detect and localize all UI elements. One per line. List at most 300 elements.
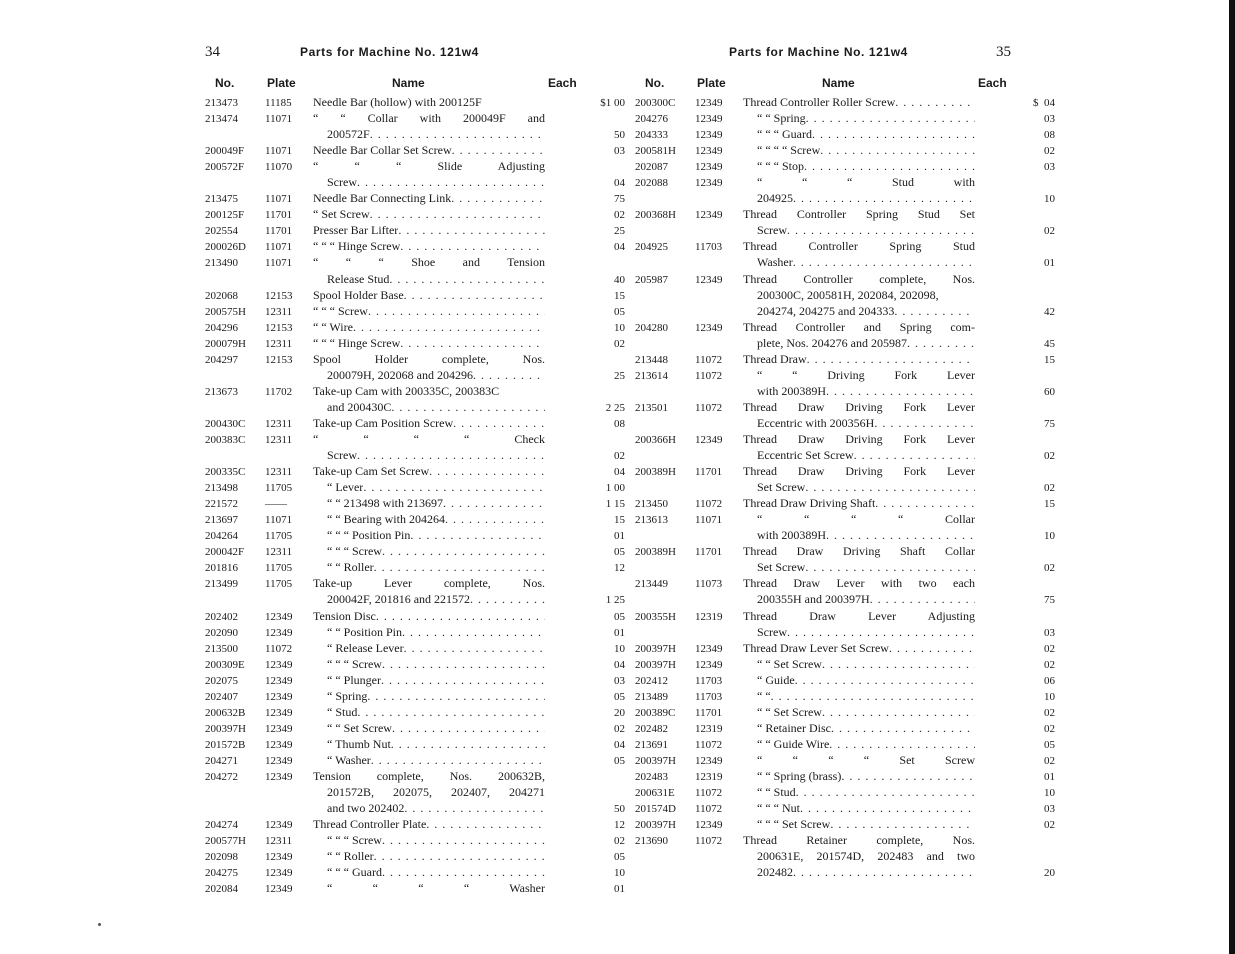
part-name xyxy=(313,288,545,303)
dot-leader xyxy=(805,480,975,495)
part-price: 20 xyxy=(614,706,625,719)
part-name xyxy=(313,689,545,704)
table-row xyxy=(635,496,1055,512)
part-price: 1 25 xyxy=(605,594,625,607)
part-price: 05 xyxy=(614,754,625,767)
dot-leader xyxy=(826,384,975,399)
part-name-text: “ “ “ “ Set Screw xyxy=(757,752,975,767)
part-name-text: and two 202402 xyxy=(327,801,405,816)
part-number: 213690 xyxy=(635,835,668,848)
part-number: 200300C xyxy=(635,97,676,109)
dot-leader xyxy=(391,400,545,415)
part-name xyxy=(313,416,545,431)
dot-leader xyxy=(822,657,975,672)
part-name-text: Spool Holder complete, Nos. xyxy=(313,351,545,366)
plate-number: 12349 xyxy=(695,113,723,126)
part-name-text: Set Screw xyxy=(757,560,806,575)
part-name xyxy=(743,865,975,880)
part-price: 25 xyxy=(614,225,625,238)
plate-number: 11071 xyxy=(265,257,293,270)
plate-number: 12349 xyxy=(265,883,293,896)
part-name xyxy=(313,432,545,447)
left-page xyxy=(205,0,625,954)
dot-leader xyxy=(398,223,545,238)
table-row xyxy=(635,175,1055,191)
plate-number: 12349 xyxy=(265,819,293,832)
part-name-text: Thread Controller Plate xyxy=(313,817,427,832)
col-header-no: No. xyxy=(645,76,665,90)
part-price: 02 xyxy=(1044,706,1055,719)
table-row xyxy=(205,272,625,288)
part-price: 01 xyxy=(1044,257,1055,270)
dot-leader xyxy=(895,95,975,110)
dot-leader xyxy=(771,689,975,704)
part-number: 200397H xyxy=(635,819,676,832)
part-name-text: “ “ Spring xyxy=(757,111,806,126)
table-row xyxy=(205,865,625,881)
part-name xyxy=(313,304,545,319)
part-price: 03 xyxy=(1044,161,1055,174)
part-number: 213489 xyxy=(635,690,668,703)
part-name xyxy=(313,801,545,816)
part-number: 213490 xyxy=(205,257,238,270)
part-name xyxy=(313,336,545,351)
part-number: 200368H xyxy=(635,209,676,222)
part-name-text: Thread Draw Driving Shaft xyxy=(743,496,876,511)
table-row xyxy=(635,480,1055,496)
dot-leader xyxy=(371,753,545,768)
table-row xyxy=(635,785,1055,801)
part-number: 213691 xyxy=(635,738,668,751)
dot-leader xyxy=(787,223,975,238)
table-row xyxy=(635,673,1055,689)
table-row xyxy=(205,175,625,191)
part-price: 15 xyxy=(1044,498,1055,511)
part-name-text: Needle Bar Collar Set Screw xyxy=(313,143,452,158)
part-number: 201572B xyxy=(205,738,246,751)
col-header-no: No. xyxy=(215,76,235,90)
part-price: 04 xyxy=(614,241,625,254)
dot-leader xyxy=(404,801,545,816)
part-number: 202084 xyxy=(205,883,238,896)
part-name xyxy=(743,175,975,190)
dot-leader xyxy=(889,641,975,656)
part-number: 213697 xyxy=(205,514,238,527)
part-name xyxy=(743,143,975,158)
part-name xyxy=(313,464,545,479)
table-row xyxy=(205,817,625,833)
column-headers xyxy=(635,76,1055,92)
part-name xyxy=(313,272,545,287)
part-name-text: Screw xyxy=(757,624,787,639)
part-name xyxy=(743,127,975,142)
part-name-text: 200355H and 200397H xyxy=(757,592,870,607)
part-name xyxy=(743,609,975,624)
col-header-plate: Plate xyxy=(697,76,726,90)
table-row xyxy=(205,416,625,432)
dot-leader xyxy=(841,769,975,784)
part-name-text: Thread Retainer complete, Nos. xyxy=(743,833,975,848)
part-number: 200366H xyxy=(635,433,676,446)
plate-number: 11072 xyxy=(265,642,293,655)
part-name-text: “ Spring xyxy=(327,688,368,703)
part-price: 02 xyxy=(1044,642,1055,655)
part-number: 200335C xyxy=(205,466,246,479)
table-row xyxy=(635,753,1055,769)
part-name-text: “ “ Set Screw xyxy=(327,720,392,735)
table-row xyxy=(205,833,625,849)
dot-leader xyxy=(404,641,545,656)
table-row xyxy=(205,737,625,753)
part-number: 213500 xyxy=(205,642,238,655)
part-price: 02 xyxy=(614,835,625,848)
table-row xyxy=(635,400,1055,416)
dot-leader xyxy=(807,352,975,367)
part-name-text: 204274, 204275 and 204333 xyxy=(757,303,895,318)
part-name-text: Thread Draw xyxy=(743,351,807,366)
dot-leader xyxy=(793,255,975,270)
part-name-text: 200042F, 201816 and 221572 xyxy=(327,592,471,607)
part-name-text: “ “ Stud xyxy=(757,785,796,800)
part-name-text: “ Set Screw xyxy=(313,207,370,222)
part-name xyxy=(743,833,975,848)
part-name xyxy=(313,95,545,110)
part-name xyxy=(313,496,545,511)
dot-leader xyxy=(368,304,545,319)
part-name-text: “ Guide xyxy=(757,672,795,687)
part-name xyxy=(313,223,545,238)
part-name xyxy=(313,207,545,222)
dot-leader xyxy=(453,416,545,431)
dot-leader xyxy=(874,416,975,431)
table-row xyxy=(635,127,1055,143)
table-row xyxy=(205,528,625,544)
table-row xyxy=(205,95,625,111)
scan-speck xyxy=(98,923,101,926)
dot-leader xyxy=(820,143,975,158)
part-name xyxy=(743,592,975,607)
table-row xyxy=(635,609,1055,625)
part-name xyxy=(743,641,975,656)
part-number: 202090 xyxy=(205,626,238,639)
plate-number: 11071 xyxy=(265,113,293,126)
part-name-text: “ “ “ “ Screw xyxy=(757,143,821,158)
dot-leader xyxy=(806,111,975,126)
part-number: 202087 xyxy=(635,161,668,174)
dot-leader xyxy=(796,785,975,800)
dot-leader xyxy=(402,625,545,640)
part-number: 213475 xyxy=(205,193,238,206)
table-row xyxy=(205,801,625,817)
table-row xyxy=(635,432,1055,448)
table-row xyxy=(635,769,1055,785)
part-name-text: “ “ “ Stud with xyxy=(757,175,975,190)
part-name-text: “ “ Spring (brass) xyxy=(757,768,842,783)
part-number: 204272 xyxy=(205,770,238,783)
part-name-text: “ “ “ “ Washer xyxy=(327,881,545,896)
dot-leader xyxy=(392,721,545,736)
dot-leader xyxy=(804,159,975,174)
part-name xyxy=(313,528,545,543)
part-name xyxy=(313,560,545,575)
dot-leader xyxy=(382,833,545,848)
table-row xyxy=(205,769,625,785)
part-name xyxy=(743,496,975,511)
plate-number: 11705 xyxy=(265,530,293,543)
part-name xyxy=(313,657,545,672)
part-name xyxy=(313,769,545,784)
part-price: 40 xyxy=(614,273,625,286)
table-row xyxy=(635,544,1055,560)
part-price: 01 xyxy=(614,883,625,896)
plate-number: 11072 xyxy=(695,369,723,382)
table-row xyxy=(205,576,625,592)
part-number: 200125F xyxy=(205,209,245,222)
part-price: 10 xyxy=(1044,530,1055,543)
part-name xyxy=(313,384,545,399)
part-name xyxy=(743,336,975,351)
part-price: 05 xyxy=(614,690,625,703)
part-number: 200581H xyxy=(635,145,676,158)
dot-leader xyxy=(443,496,545,511)
table-row xyxy=(635,288,1055,304)
part-name xyxy=(743,737,975,752)
table-row xyxy=(205,785,625,801)
part-number: 213501 xyxy=(635,401,668,414)
part-name-text: Thread Draw Driving Fork Lever xyxy=(743,464,975,479)
part-number: 200079H xyxy=(205,337,246,350)
plate-number: 12349 xyxy=(265,867,293,880)
plate-number: 12311 xyxy=(265,305,293,318)
part-price: 10 xyxy=(1044,787,1055,800)
table-row xyxy=(635,721,1055,737)
part-number: 204271 xyxy=(205,754,238,767)
table-row xyxy=(635,207,1055,223)
plate-number: 11705 xyxy=(265,562,293,575)
part-name xyxy=(313,641,545,656)
part-price: 10 xyxy=(614,867,625,880)
plate-number: 11072 xyxy=(695,498,723,511)
dot-leader xyxy=(812,127,975,142)
part-price: 10 xyxy=(614,321,625,334)
table-row xyxy=(635,865,1055,881)
part-number: 204275 xyxy=(205,867,238,880)
part-price: 1 00 xyxy=(605,482,625,495)
part-price: 03 xyxy=(1044,803,1055,816)
part-name-text: “ “ Wire xyxy=(313,319,353,334)
part-name-text: 200079H, 202068 and 204296 xyxy=(327,367,473,382)
table-row xyxy=(635,384,1055,400)
part-name xyxy=(313,849,545,864)
part-name-text: 201572B, 202075, 202407, 204271 xyxy=(327,785,545,800)
part-name-text: “ “ “ Hinge Screw xyxy=(313,239,401,254)
part-name-text: “ “ “ Nut xyxy=(757,801,800,816)
dot-leader xyxy=(391,737,545,752)
part-name xyxy=(313,881,545,896)
table-row xyxy=(205,641,625,657)
part-name xyxy=(743,223,975,238)
table-row xyxy=(635,560,1055,576)
part-name-text: Spool Holder Base xyxy=(313,287,404,302)
plate-number: 11070 xyxy=(265,161,293,174)
dot-leader xyxy=(389,272,545,287)
part-name xyxy=(313,255,545,270)
dot-leader xyxy=(787,625,975,640)
part-number: 200355H xyxy=(635,610,676,623)
part-name xyxy=(313,175,545,190)
part-number: 200397H xyxy=(635,754,676,767)
table-row xyxy=(635,625,1055,641)
table-row xyxy=(635,801,1055,817)
part-number: 213614 xyxy=(635,369,668,382)
dot-leader xyxy=(829,737,975,752)
dot-leader xyxy=(400,336,545,351)
part-name-text: “ Retainer Disc xyxy=(757,720,831,735)
part-price: 01 xyxy=(614,530,625,543)
part-name xyxy=(743,432,975,447)
dot-leader xyxy=(830,817,975,832)
part-name xyxy=(313,352,545,367)
part-name-text: Take-up Cam Position Screw xyxy=(313,415,454,430)
table-row xyxy=(205,320,625,336)
table-row xyxy=(205,512,625,528)
dot-leader xyxy=(795,673,975,688)
part-name-text: Thread Controller Spring Stud xyxy=(743,239,975,254)
dot-leader xyxy=(445,512,545,527)
part-name xyxy=(743,255,975,270)
table-row xyxy=(205,400,625,416)
table-row xyxy=(205,609,625,625)
table-row xyxy=(205,592,625,608)
part-name-text: 200300C, 200581H, 202084, 202098, xyxy=(757,287,939,302)
plate-number: 11071 xyxy=(265,241,293,254)
plate-number: 11701 xyxy=(265,225,293,238)
plate-number: 11701 xyxy=(695,546,723,559)
dot-leader xyxy=(473,368,545,383)
table-row xyxy=(635,352,1055,368)
page-title: Parts for Machine No. 121w4 xyxy=(729,45,908,59)
part-number: 221572 xyxy=(205,498,238,511)
part-number: 202075 xyxy=(205,674,238,687)
plate-number: —— xyxy=(265,498,287,511)
part-name xyxy=(743,288,975,303)
plate-number: 12153 xyxy=(265,353,293,366)
part-name-text: “ “ Bearing with 204264 xyxy=(327,512,445,527)
part-name-text: “ “ Plunger xyxy=(327,672,381,687)
part-name xyxy=(743,239,975,254)
dot-leader xyxy=(381,673,545,688)
part-name xyxy=(743,689,975,704)
part-number: 200049F xyxy=(205,145,245,158)
plate-number: 12349 xyxy=(265,626,293,639)
part-price: 03 xyxy=(1044,626,1055,639)
part-name-text: “ “ “ “ Collar xyxy=(757,512,975,527)
table-row xyxy=(635,576,1055,592)
dot-leader xyxy=(410,528,545,543)
table-row xyxy=(635,304,1055,320)
part-name-text: 200572F xyxy=(327,127,370,142)
table-row xyxy=(635,223,1055,239)
table-row xyxy=(205,384,625,400)
plate-number: 12311 xyxy=(265,433,293,446)
table-row xyxy=(205,480,625,496)
table-row xyxy=(205,223,625,239)
part-number: 202098 xyxy=(205,851,238,864)
table-row xyxy=(205,288,625,304)
table-row xyxy=(205,705,625,721)
part-name-text: Needle Bar Connecting Link xyxy=(313,191,452,206)
part-number: 202412 xyxy=(635,674,668,687)
plate-number: 12349 xyxy=(695,273,723,286)
part-name-text: 202482 xyxy=(757,865,793,880)
part-name-text: “ “ Roller xyxy=(327,849,374,864)
part-price: 50 xyxy=(614,803,625,816)
plate-number: 12349 xyxy=(265,690,293,703)
part-price: 02 xyxy=(614,722,625,735)
part-name xyxy=(313,320,545,335)
part-name-text: “ “ Position Pin xyxy=(327,624,403,639)
part-name xyxy=(743,576,975,591)
table-row xyxy=(635,143,1055,159)
part-price: 20 xyxy=(1044,867,1055,880)
part-name xyxy=(743,191,975,206)
plate-number: 12349 xyxy=(695,642,723,655)
part-price: 12 xyxy=(614,819,625,832)
part-name xyxy=(743,320,975,335)
page-number: 35 xyxy=(996,44,1011,60)
part-price: 02 xyxy=(1044,754,1055,767)
plate-number: 12349 xyxy=(265,851,293,864)
part-price: 15 xyxy=(614,514,625,527)
table-row xyxy=(635,817,1055,833)
part-price: 05 xyxy=(1044,738,1055,751)
scan-edge xyxy=(1229,0,1235,954)
plate-number: 11071 xyxy=(265,145,293,158)
part-name xyxy=(313,448,545,463)
part-price: 15 xyxy=(1044,353,1055,366)
dot-leader xyxy=(875,496,975,511)
plate-number: 11701 xyxy=(695,706,723,719)
plate-number: 12349 xyxy=(695,177,723,190)
part-name xyxy=(743,785,975,800)
part-name-text: Tension complete, Nos. 200632B, xyxy=(313,768,545,783)
table-row xyxy=(205,432,625,448)
dot-leader xyxy=(353,320,545,335)
part-name-text: plete, Nos. 204276 and 205987 xyxy=(757,335,907,350)
plate-number: 12349 xyxy=(695,754,723,767)
dot-leader xyxy=(376,609,545,624)
part-number: 200632B xyxy=(205,706,246,719)
parts-table-left xyxy=(205,95,625,897)
part-number: 202402 xyxy=(205,610,238,623)
table-row xyxy=(205,464,625,480)
part-name-text: 204925 xyxy=(757,191,793,206)
part-price: 2 25 xyxy=(605,401,625,414)
part-number: 200389C xyxy=(635,706,676,719)
part-name xyxy=(743,657,975,672)
plate-number: 12349 xyxy=(265,706,293,719)
table-row xyxy=(205,849,625,865)
table-row xyxy=(635,416,1055,432)
table-row xyxy=(635,448,1055,464)
table-row xyxy=(205,159,625,175)
table-row xyxy=(205,560,625,576)
part-number: 204925 xyxy=(635,241,668,254)
dot-leader xyxy=(822,705,975,720)
part-price: 01 xyxy=(1044,770,1055,783)
table-row xyxy=(635,689,1055,705)
part-name xyxy=(743,528,975,543)
